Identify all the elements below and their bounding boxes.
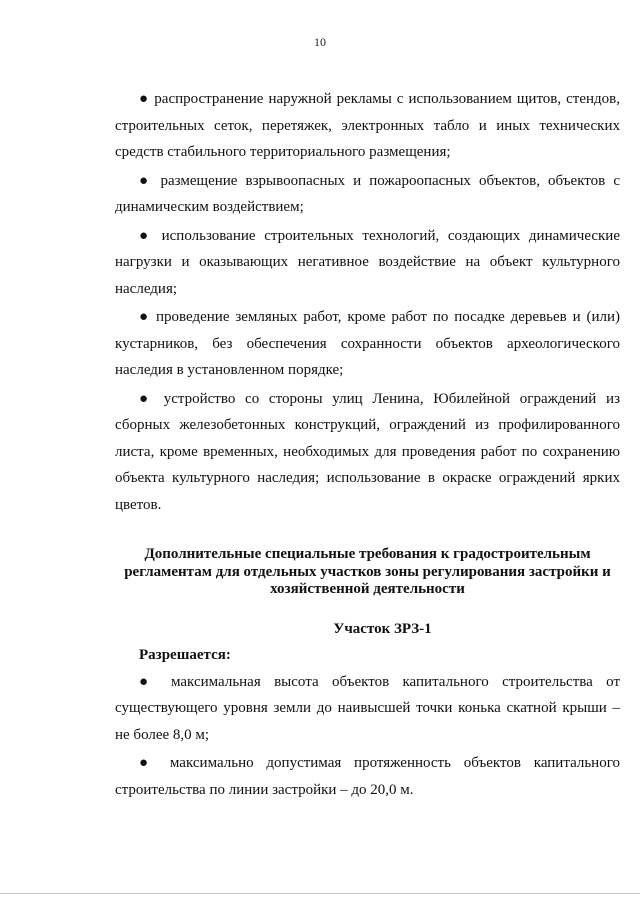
allowed-label: Разрешается: xyxy=(139,646,231,663)
list-item: ● устройство со стороны улиц Ленина, Юбилейной ограждений из сборных железобетонных конструкций, ограждений из профилированного листа, кроме временных, необходимых для проведения работ по сохранению объекта культурного наследия; использование в окраске ограждений ярких цветов. xyxy=(115,390,620,513)
list-item: ● максимально допустимая протяженность объектов капитального строительства по линии застройки – до 20,0 м. xyxy=(115,755,620,798)
list-item: ● размещение взрывоопасных и пожароопасных объектов, объектов с динамическим воздействием; xyxy=(115,172,620,215)
page-content xyxy=(115,86,620,805)
list-item: ● проведение земляных работ, кроме работ по посадке деревьев и (или) кустарников, без обеспечения сохранности объектов археологического наследия в установленном порядке; xyxy=(115,309,620,378)
bottom-divider xyxy=(0,893,640,894)
page-number: 10 xyxy=(314,35,326,49)
list-item: ● максимальная высота объектов капитального строительства от существующего уровня земли до наивысшей точки конька скатной крыши – не более 8,0 м; xyxy=(115,673,620,743)
list-item: ● распространение наружной рекламы с использованием щитов, стендов, строительных сеток, перетяжек, электронных табло и иных технических средств стабильного территориального размещения; xyxy=(115,91,620,160)
list-item: ● использование строительных технологий, создающих динамические нагрузки и оказывающих негативное воздействие на объект культурного наследия; xyxy=(115,227,620,297)
section-heading: Дополнительные специальные требования к градостроительным регламентам для отдельных участков зоны регулирования застройки и хозяйственной деятельности xyxy=(124,546,611,597)
subsection-heading: Участок ЗРЗ-1 xyxy=(333,620,432,637)
